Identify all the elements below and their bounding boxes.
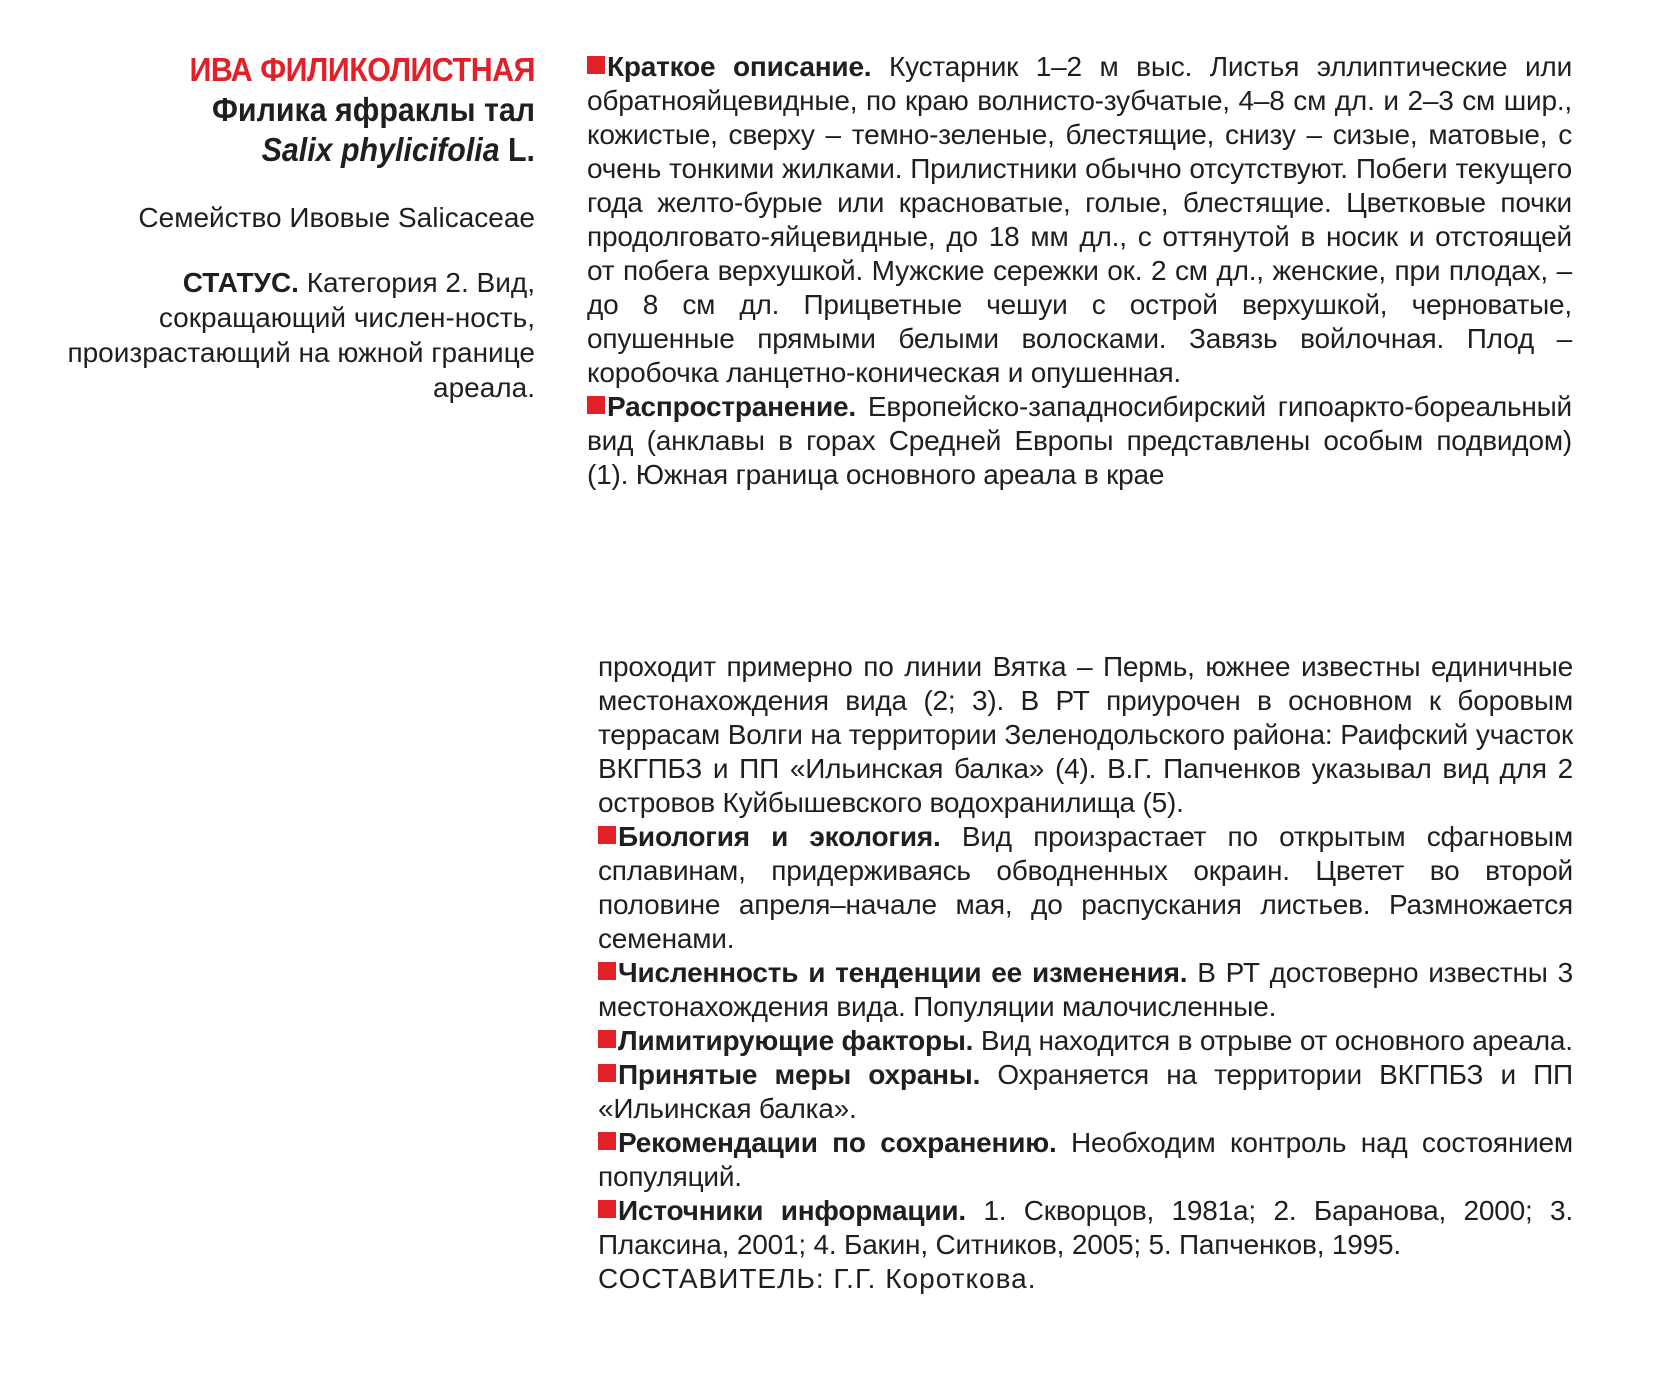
section-biology xyxy=(598,820,1573,956)
section-recommendations xyxy=(598,1126,1573,1194)
red-square-bullet-icon xyxy=(587,396,605,414)
section-distribution xyxy=(587,390,1572,492)
section-heading: Рекомендации по сохранению. xyxy=(618,1127,1057,1158)
author-line: СОСТАВИТЕЛЬ: Г.Г. Короткова. xyxy=(598,1263,1037,1294)
section-description xyxy=(587,50,1572,390)
red-square-bullet-icon xyxy=(598,962,616,980)
section-text: Охраняется на территории ВКГПБЗ и ПП «Ильинская балка». xyxy=(598,1059,1573,1124)
section-text: 1. Скворцов, 1981а; 2. Баранова, 2000; 3. Плаксина, 2001; 4. Бакин, Ситников, 2005; 5. Папченков, 1995. xyxy=(598,1195,1574,1260)
family-line: Семейство Ивовые Salicaceae xyxy=(138,202,535,233)
section-text: Вид находится в отрыве от основного ареала. xyxy=(973,1025,1573,1056)
red-square-bullet-icon xyxy=(598,1132,616,1150)
section-text: В РТ достоверно известны 3 местонахождения вида. Популяции малочисленные. xyxy=(598,957,1573,1022)
section-text: Необходим контроль над состоянием популяций. xyxy=(598,1127,1573,1192)
section-heading: Биология и экология. xyxy=(618,821,941,852)
section-heading: Краткое описание. xyxy=(607,51,872,82)
section-protection-measures xyxy=(598,1058,1573,1126)
species-name-latin xyxy=(98,130,535,170)
status-label: СТАТУС. xyxy=(182,267,299,298)
red-square-bullet-icon xyxy=(598,1064,616,1082)
species-header xyxy=(60,50,535,405)
section-heading: Численность и тенденции ее изменения. xyxy=(618,957,1188,988)
red-square-bullet-icon xyxy=(587,56,605,74)
section-distribution-continued: проходит примерно по линии Вятка – Пермь, южнее известны единичные местонахождения вида (2; 3). В РТ приурочен в основном к боровым террасам Волги на территории Зеленодольского района: Раифский участок ВКГПБЗ и ПП «Ильинская балка» (4). В.Г. Папченков указывал вид для 2 островов Куйбышевского водохранилища (5). xyxy=(598,651,1573,818)
section-text: Вид произрастает по открытым сфагновым сплавинам, придерживаясь обводненных окраин. Цветет во второй половине апреля–начале мая, до распускания листьев. Размножается семенами. xyxy=(598,821,1574,954)
section-sources xyxy=(598,1194,1573,1262)
red-square-bullet-icon xyxy=(598,1200,616,1218)
text-column-top xyxy=(587,50,1572,492)
section-text: Кустарник 1–2 м выс. Листья эллиптические или обратнояйцевидные, по краю волнисто-зубчатые, 4–8 см дл. и 2–3 см шир., кожистые, сверху – темно-зеленые, блестящие, снизу – сизые, матовые, с очень тонкими жилками. Прилистники обычно отсутствуют. Побеги текущего года желто-бурые или красноватые, голые, блестящие. Цветковые почки продолговато-яйцевидные, до 18 мм дл., с оттянутой в носик и отстоящей от побега верхушкой. Мужские сережки ок. 2 см дл., женские, при плодах, – до 8 см дл. Прицветные чешуи с острой верхушкой, черноватые, опушенные прямыми белыми волосками. Завязь войлочная. Плод – коробочка ланцетно-коническая и опушенная. xyxy=(587,51,1573,388)
section-population xyxy=(598,956,1573,1024)
species-name-tatar: Филика яфраклы тал xyxy=(211,91,535,128)
status-text: Категория 2. Вид, сокращающий числен-ность, произрастающий на южной границе ареала. xyxy=(67,267,535,403)
section-heading: Распространение. xyxy=(607,391,856,422)
text-column-bottom xyxy=(598,650,1573,1296)
section-limiting-factors xyxy=(598,1024,1573,1058)
section-heading: Лимитирующие факторы. xyxy=(618,1025,974,1056)
red-square-bullet-icon xyxy=(598,826,616,844)
species-name-russian: ИВА ФИЛИКОЛИСТНАЯ xyxy=(189,51,535,88)
section-text: Европейско-западносибирский гипоаркто-бореальный вид (анклавы в горах Средней Европы представлены особым подвидом) (1). Южная граница основного ареала в крае xyxy=(587,391,1572,490)
latin-author: L. xyxy=(499,131,535,168)
section-heading: Принятые меры охраны. xyxy=(618,1059,981,1090)
latin-binomial: Salix phylicifolia xyxy=(261,131,500,168)
status-block xyxy=(60,265,535,405)
red-square-bullet-icon xyxy=(598,1030,616,1048)
section-heading: Источники информации. xyxy=(618,1195,966,1226)
